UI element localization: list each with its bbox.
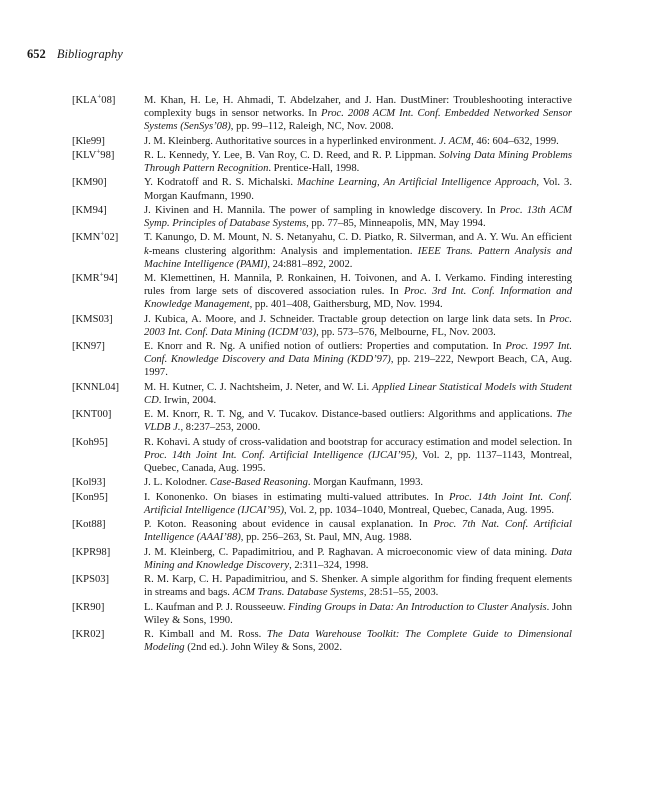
bib-citation-italic: Machine Learning, An Artificial Intelligence Approach xyxy=(297,177,537,189)
bibliography-list xyxy=(72,94,572,655)
bib-citation-text: . Irwin, 2004. xyxy=(158,394,217,406)
bib-entry xyxy=(72,628,572,654)
bib-citation-text: , 8:237–253, 2000. xyxy=(180,422,261,434)
bib-citation-text: L. Kaufman and P. J. Rousseeuw. xyxy=(144,601,289,613)
bib-citation-text: , 24:881–892, 2002. xyxy=(267,258,353,270)
bib-entry xyxy=(72,436,572,475)
bib-citation-text: M. H. Kutner, C. J. Nachtsheim, J. Neter, and W. Li. xyxy=(144,381,373,393)
bib-citation-text: , 46: 604–632, 1999. xyxy=(471,135,559,147)
bib-citation-italic: Proc. 1997 Int. Conf. Knowledge Discovery and Data Mining (KDD’97) xyxy=(144,341,572,366)
bib-citation xyxy=(144,176,572,202)
bib-citation xyxy=(144,573,572,599)
bib-citation-text: , Vol. 2, pp. 1034–1040, Montreal, Quebec, Canada, Aug. 1995. xyxy=(284,504,555,516)
bib-key-base: [KN97] xyxy=(72,341,105,353)
bib-key-base: [KNT00] xyxy=(72,409,112,421)
bib-citation-text: (2nd ed.). John Wiley & Sons, 2002. xyxy=(184,642,343,654)
bib-key-suffix: 02] xyxy=(104,232,119,244)
bib-citation-text: , pp. 401–408, Gaithersburg, MD, Nov. 1994. xyxy=(249,299,443,311)
bib-citation-text: R. Kohavi. A study of cross-validation and bootstrap for accuracy estimation and model selection. In xyxy=(144,436,572,448)
bib-key xyxy=(72,135,144,148)
bib-citation-text: M. Khan, H. Le, H. Ahmadi, T. Abdelzaher, and J. Han. DustMiner: Troubleshooting interactive complexity bugs in sensor networks. In xyxy=(144,95,572,120)
bib-key xyxy=(72,272,144,311)
bib-entry xyxy=(72,573,572,599)
bib-citation xyxy=(144,231,572,270)
bib-citation-text: , pp. 219–222, Newport Beach, CA, Aug. 1997. xyxy=(144,354,572,379)
bib-citation-text: R. Kimball and M. Ross. xyxy=(144,629,267,640)
bib-citation-italic: The Data Warehouse Toolkit: The Complete Guide to Dimensional Modeling xyxy=(144,629,573,654)
bib-citation-italic: IEEE Trans. Pattern Analysis and Machine Intelligence (PAMI) xyxy=(144,245,572,270)
bib-entry xyxy=(72,272,572,311)
bib-key-base: [KNNL04] xyxy=(72,381,120,393)
bib-citation-italic: Proc. 3rd Int. Conf. Information and Knowledge Management xyxy=(144,286,572,311)
bib-citation-text: J. L. Kolodner. xyxy=(144,477,210,489)
bib-key xyxy=(72,601,144,627)
bib-citation-text: , pp. 256–263, St. Paul, MN, Aug. 1988. xyxy=(240,532,412,544)
bib-key-base: [KMS03] xyxy=(72,313,113,325)
bib-key-superscript: + xyxy=(99,270,104,279)
bib-key-base: [KLV xyxy=(72,149,97,161)
bib-key-superscript: + xyxy=(96,147,101,156)
bib-citation xyxy=(144,601,572,627)
bib-citation-italic: Proc. 14th Joint Int. Conf. Artificial Intelligence (IJCAI’95) xyxy=(144,449,415,461)
bib-entry xyxy=(72,491,572,517)
page-header xyxy=(27,47,123,62)
bib-key xyxy=(72,628,144,654)
bib-key xyxy=(72,149,144,175)
bib-citation xyxy=(144,436,572,475)
bib-citation-text: J. Kubica, A. Moore, and J. Schneider. Tractable group detection on large link data sets. In xyxy=(144,313,550,325)
bib-citation-text: , pp. 573–576, Melbourne, FL, Nov. 2003. xyxy=(316,326,496,338)
bib-key-base: [Kol93] xyxy=(72,477,106,489)
bib-key xyxy=(72,340,144,379)
bib-key xyxy=(72,436,144,475)
bib-key-base: [KR02] xyxy=(72,629,105,640)
bib-citation-text: , Vol. 3. Morgan Kaufmann, 1990. xyxy=(144,177,572,202)
bib-citation-text: M. Klemettinen, H. Mannila, P. Ronkainen, H. Toivonen, and A. I. Verkamo. Finding interesting rules from large sets of discovered association rules. In xyxy=(144,273,572,298)
bib-entry xyxy=(72,546,572,572)
bib-key xyxy=(72,94,144,133)
bib-key xyxy=(72,573,144,599)
bib-key-suffix: 94] xyxy=(103,273,118,284)
bib-key xyxy=(72,408,144,434)
bib-citation-text: J. M. Kleinberg. Authoritative sources in a hyperlinked environment. xyxy=(144,135,439,147)
bib-entry xyxy=(72,135,572,148)
bib-key-base: [Kle99] xyxy=(72,135,105,147)
bib-citation-text: R. L. Kennedy, Y. Lee, B. Van Roy, C. D. Reed, and R. P. Lippman. xyxy=(144,149,440,161)
bib-citation xyxy=(144,272,572,311)
bib-entry xyxy=(72,381,572,407)
bib-key-base: [KR90] xyxy=(72,601,105,613)
bib-citation-italic: Applied Linear Statistical Models with Student CD xyxy=(144,381,572,406)
bib-key-base: [Kon95] xyxy=(72,491,108,503)
bib-key-superscript: + xyxy=(97,92,102,101)
bib-entry xyxy=(72,476,572,489)
bib-entry xyxy=(72,601,572,627)
running-title: Bibliography xyxy=(56,47,123,61)
bib-key-base: [KM94] xyxy=(72,204,107,216)
bib-citation-text: . John Wiley & Sons, 1990. xyxy=(144,601,572,626)
bib-key xyxy=(72,231,144,270)
bib-key xyxy=(72,381,144,407)
bib-key-base: [KPS03] xyxy=(72,574,110,586)
bib-key-base: [KLA xyxy=(72,95,98,106)
bib-key-base: [KPR98] xyxy=(72,546,111,558)
bib-citation-italic: J. ACM xyxy=(438,135,472,147)
bib-citation-italic: Proc. 7th Nat. Conf. Artificial Intelligence (AAAI’88) xyxy=(144,519,572,544)
bib-citation-text: -means clustering algorithm: Analysis and implementation. xyxy=(148,245,418,257)
bib-citation xyxy=(144,518,572,544)
bib-citation-text: R. M. Karp, C. H. Papadimitriou, and S. Shenker. A simple algorithm for finding frequent elements in streams and bags. xyxy=(144,574,572,599)
bib-entry xyxy=(72,313,572,339)
bib-citation-text: , 2:311–324, 1998. xyxy=(289,559,369,571)
bib-citation-text: I. Kononenko. On biases in estimating multi-valued attributes. In xyxy=(144,491,449,503)
bib-citation xyxy=(144,408,572,434)
page-number: 652 xyxy=(27,47,46,61)
bib-entry xyxy=(72,94,572,133)
bib-key xyxy=(72,476,144,489)
bib-citation xyxy=(144,546,572,572)
bib-citation-text: , 28:51–55, 2003. xyxy=(363,587,439,599)
bib-citation-text: E. Knorr and R. Ng. A unified notion of outliers: Properties and computation. In xyxy=(144,341,506,353)
bib-citation-italic: Solving Data Mining Problems Through Pattern Recognition xyxy=(144,149,572,175)
bib-key xyxy=(72,204,144,230)
bib-citation xyxy=(144,204,572,230)
bib-key xyxy=(72,313,144,339)
bib-key xyxy=(72,518,144,544)
bib-key-base: [KMN xyxy=(72,232,101,244)
bib-citation-text: J. M. Kleinberg, C. Papadimitriou, and P. Raghavan. A microeconomic view of data mining. xyxy=(144,546,551,558)
bib-key xyxy=(72,176,144,202)
bib-key-base: [KMR xyxy=(72,273,100,284)
bib-citation-text: P. Koton. Reasoning about evidence in causal explanation. In xyxy=(144,519,434,531)
bib-citation-text: E. M. Knorr, R. T. Ng, and V. Tucakov. Distance-based outliers: Algorithms and applications. xyxy=(144,409,557,421)
bib-entry xyxy=(72,149,572,175)
bib-citation-text: , pp. 77–85, Minneapolis, MN, May 1994. xyxy=(306,218,486,230)
bib-citation-italic: Data Mining and Knowledge Discovery xyxy=(144,546,572,571)
bib-entry xyxy=(72,408,572,434)
bib-citation-italic: k xyxy=(144,245,149,257)
bib-citation-italic: Finding Groups in Data: An Introduction to Cluster Analysis xyxy=(288,601,547,613)
bib-citation-italic: Proc. 2008 ACM Int. Conf. Embedded Networked Sensor Systems (SenSys’08) xyxy=(144,108,572,133)
bib-entry xyxy=(72,518,572,544)
bib-citation xyxy=(144,340,572,379)
bib-citation-italic: ACM Trans. Database Systems xyxy=(232,587,364,599)
bib-citation-text: , pp. 99–112, Raleigh, NC, Nov. 2008. xyxy=(230,121,394,133)
bib-citation-text: , Vol. 2, pp. 1137–1143, Montreal, Quebec, Canada, Aug. 1995. xyxy=(144,449,572,474)
bib-citation xyxy=(144,491,572,517)
bib-citation xyxy=(144,476,572,489)
bib-citation xyxy=(144,381,572,407)
bib-key-base: [KM90] xyxy=(72,177,107,189)
bib-citation xyxy=(144,94,572,133)
bib-citation xyxy=(144,135,572,148)
bib-key-base: [Koh95] xyxy=(72,436,108,448)
bib-citation-italic: Proc. 14th Joint Int. Conf. Artificial Intelligence (IJCAI’95) xyxy=(144,491,572,516)
bib-key-base: [Kot88] xyxy=(72,519,106,531)
bib-entry xyxy=(72,231,572,270)
bib-citation-text: J. Kivinen and H. Mannila. The power of sampling in knowledge discovery. In xyxy=(144,204,500,216)
bib-key xyxy=(72,491,144,517)
bib-key-suffix: 98] xyxy=(100,149,115,161)
bib-entry xyxy=(72,340,572,379)
bib-citation-italic: Case-Based Reasoning xyxy=(209,477,308,489)
bib-citation xyxy=(144,149,572,175)
bib-citation-italic: Proc. 2003 Int. Conf. Data Mining (ICDM’03) xyxy=(144,313,572,338)
bib-key-superscript: + xyxy=(100,229,105,238)
bib-key-suffix: 08] xyxy=(101,95,116,106)
bib-citation-text: . Prentice-Hall, 1998. xyxy=(268,163,360,175)
bib-entry xyxy=(72,204,572,230)
bib-citation xyxy=(144,313,572,339)
bib-citation-text: T. Kanungo, D. M. Mount, N. S. Netanyahu, C. D. Piatko, R. Silverman, and A. Y. Wu. An efficient xyxy=(144,232,572,244)
bib-citation-italic: The VLDB J. xyxy=(144,409,572,434)
bib-citation-text: Y. Kodratoff and R. S. Michalski. xyxy=(144,177,298,189)
bib-citation xyxy=(144,628,572,654)
bib-citation-text: . Morgan Kaufmann, 1993. xyxy=(307,477,424,489)
bib-key xyxy=(72,546,144,572)
bib-citation-italic: Proc. 13th ACM Symp. Principles of Database Systems xyxy=(144,204,572,230)
bib-entry xyxy=(72,176,572,202)
